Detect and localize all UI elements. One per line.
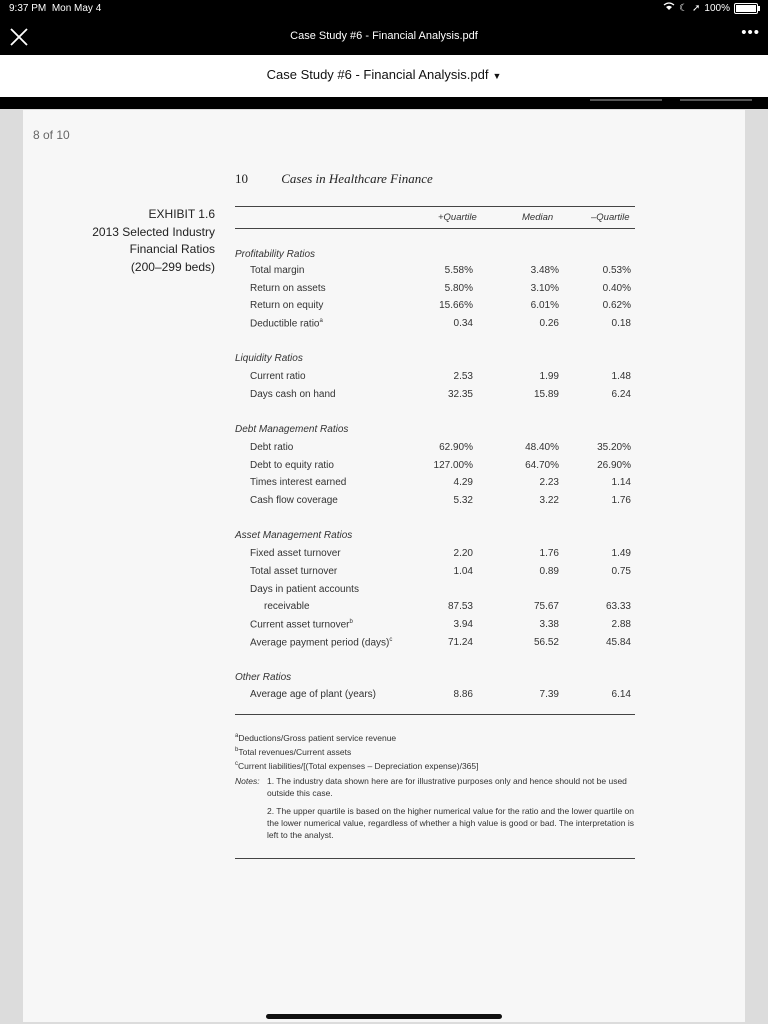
cell-value: 0.75 — [611, 566, 631, 577]
row-label: Average age of plant (years) — [250, 689, 377, 700]
cell-value: 5.32 — [453, 495, 473, 506]
cell-value: 5.80% — [444, 283, 473, 294]
cell-value: 0.26 — [539, 318, 559, 329]
exhibit-caption — [35, 206, 215, 276]
row-label: Return on assets — [250, 283, 326, 294]
note-1: 1. The industry data shown here are for illustrative purposes only and hence should not be used outside this case. — [267, 776, 627, 799]
footnote-c: $^c$Current liabilities/[(Total expenses – Depreciation expense)/365] — [235, 760, 479, 771]
cell-value: 7.39 — [539, 689, 559, 700]
cell-value: 32.35 — [447, 389, 473, 400]
table-bottom-rule — [235, 714, 635, 715]
battery-percent: 100% — [704, 2, 730, 14]
cell-value: 26.90% — [597, 460, 631, 471]
row-label: Days in patient accounts — [250, 584, 359, 595]
cell-value: 6.01% — [530, 300, 559, 311]
row-label: Debt to equity ratio — [250, 460, 334, 471]
section-title: Profitability Ratios — [235, 249, 316, 260]
cell-value: 1.49 — [611, 548, 631, 559]
table-header-rule — [235, 228, 635, 229]
chevron-down-icon: ▼ — [492, 71, 502, 81]
column-header-upper-quartile: +Quartile — [438, 212, 477, 223]
table-top-rule — [235, 206, 635, 207]
cell-value: 3.10% — [530, 283, 559, 294]
note-2-block — [235, 805, 645, 841]
cell-value: 8.86 — [453, 689, 473, 700]
cell-value: 2.53 — [453, 371, 473, 382]
cell-value: 3.22 — [539, 495, 559, 506]
cell-value: 0.62% — [602, 300, 631, 311]
row-label: Total asset turnover — [250, 566, 338, 577]
cell-value: 127.00% — [433, 460, 473, 471]
note-2: 2. The upper quartile is based on the higher numerical value for the ratio and the lower quartile on the lower numerical value, regardless of whether a high value is good or bad. The interpretation is left to the analyst. — [267, 806, 634, 841]
row-label: receivable — [264, 601, 310, 612]
cell-value: 15.89 — [533, 389, 559, 400]
status-time: 9:37 PM Mon May 4 — [9, 3, 102, 14]
cell-value: 1.76 — [611, 495, 631, 506]
wifi-icon — [663, 2, 675, 14]
cell-value: 6.14 — [611, 689, 631, 700]
row-label: Fixed asset turnover — [250, 548, 341, 559]
nav-title: Case Study #6 - Financial Analysis.pdf — [290, 30, 478, 42]
row-label: Average payment period (days)$^c$ — [250, 637, 393, 649]
page-indicator: 8 of 10 — [33, 128, 70, 142]
running-head — [235, 171, 433, 187]
cell-value: 15.66% — [439, 300, 473, 311]
cell-value: 3.94 — [453, 619, 473, 630]
document-title: Case Study #6 - Financial Analysis.pdf — [266, 67, 489, 82]
cell-value: 48.40% — [525, 442, 559, 453]
cell-value: 87.53 — [447, 601, 473, 612]
cell-value: 4.29 — [453, 477, 473, 488]
document-header — [0, 55, 768, 98]
footnote-a: $^a$Deductions/Gross patient service revenue — [235, 732, 397, 743]
notes-label: Notes: — [235, 776, 260, 787]
cell-value: 3.38 — [539, 619, 559, 630]
exhibit-title-line2: Financial Ratios — [129, 242, 215, 256]
row-label: Total margin — [250, 265, 305, 276]
cell-value: 0.53% — [602, 265, 631, 276]
cell-value: 2.88 — [611, 619, 631, 630]
exhibit-title-line1: 2013 Selected Industry — [92, 224, 215, 239]
cell-value: 0.18 — [611, 318, 631, 329]
cell-value: 3.48% — [530, 265, 559, 276]
location-icon: ➚ — [692, 2, 701, 14]
section-title: Debt Management Ratios — [235, 424, 349, 435]
nav-bar — [0, 18, 768, 55]
row-label: Days cash on hand — [250, 389, 336, 400]
row-label: Cash flow coverage — [250, 495, 338, 506]
section-title: Asset Management Ratios — [235, 530, 353, 541]
cell-value: 0.40% — [602, 283, 631, 294]
column-header-lower-quartile: –Quartile — [591, 212, 630, 223]
row-label: Times interest earned — [250, 477, 347, 488]
cell-value: 2.20 — [453, 548, 473, 559]
row-label: Current asset turnover$^b$ — [250, 619, 353, 631]
cell-value: 0.34 — [453, 318, 473, 329]
cell-value: 75.67 — [533, 601, 559, 612]
cell-value: 0.89 — [539, 566, 559, 577]
status-right — [663, 2, 758, 14]
cell-value: 6.24 — [611, 389, 631, 400]
cell-value: 63.33 — [605, 601, 631, 612]
cell-value: 1.48 — [611, 371, 631, 382]
row-label: Debt ratio — [250, 442, 294, 453]
cell-value: 1.99 — [539, 371, 559, 382]
note-1-block — [235, 775, 645, 799]
pdf-page[interactable] — [23, 110, 745, 1022]
home-indicator[interactable] — [266, 1014, 502, 1019]
cell-value: 5.58% — [444, 265, 473, 276]
battery-icon — [734, 3, 758, 14]
footer-rule — [235, 858, 635, 859]
cell-value: 1.04 — [453, 566, 473, 577]
cell-value: 62.90% — [439, 442, 473, 453]
cell-value: 71.24 — [447, 637, 473, 648]
footnote-b: $^b$Total revenues/Current assets — [235, 746, 352, 757]
cell-value: 1.14 — [611, 477, 631, 488]
status-bar — [0, 0, 768, 18]
document-title-dropdown[interactable] — [0, 67, 768, 82]
page-number: 10 — [235, 171, 248, 186]
cell-value: 35.20% — [597, 442, 631, 453]
section-title: Liquidity Ratios — [235, 353, 303, 364]
cell-value: 45.84 — [605, 637, 631, 648]
row-label: Deductible ratio$^a$ — [250, 318, 323, 330]
section-title: Other Ratios — [235, 672, 292, 683]
footnotes — [235, 730, 645, 841]
cell-value: 2.23 — [539, 477, 559, 488]
more-icon[interactable]: ••• — [741, 24, 760, 41]
book-title: Cases in Healthcare Finance — [281, 171, 433, 186]
moon-icon: ☾ — [679, 2, 689, 14]
toolbar-band — [0, 97, 768, 109]
exhibit-title-line3: (200–299 beds) — [130, 259, 215, 274]
column-header-median: Median — [522, 212, 554, 223]
cell-value: 64.70% — [525, 460, 559, 471]
cell-value: 56.52 — [533, 637, 559, 648]
exhibit-number: EXHIBIT 1.6 — [148, 207, 215, 221]
row-label: Current ratio — [250, 371, 306, 382]
cell-value: 1.76 — [539, 548, 559, 559]
row-label: Return on equity — [250, 300, 324, 311]
